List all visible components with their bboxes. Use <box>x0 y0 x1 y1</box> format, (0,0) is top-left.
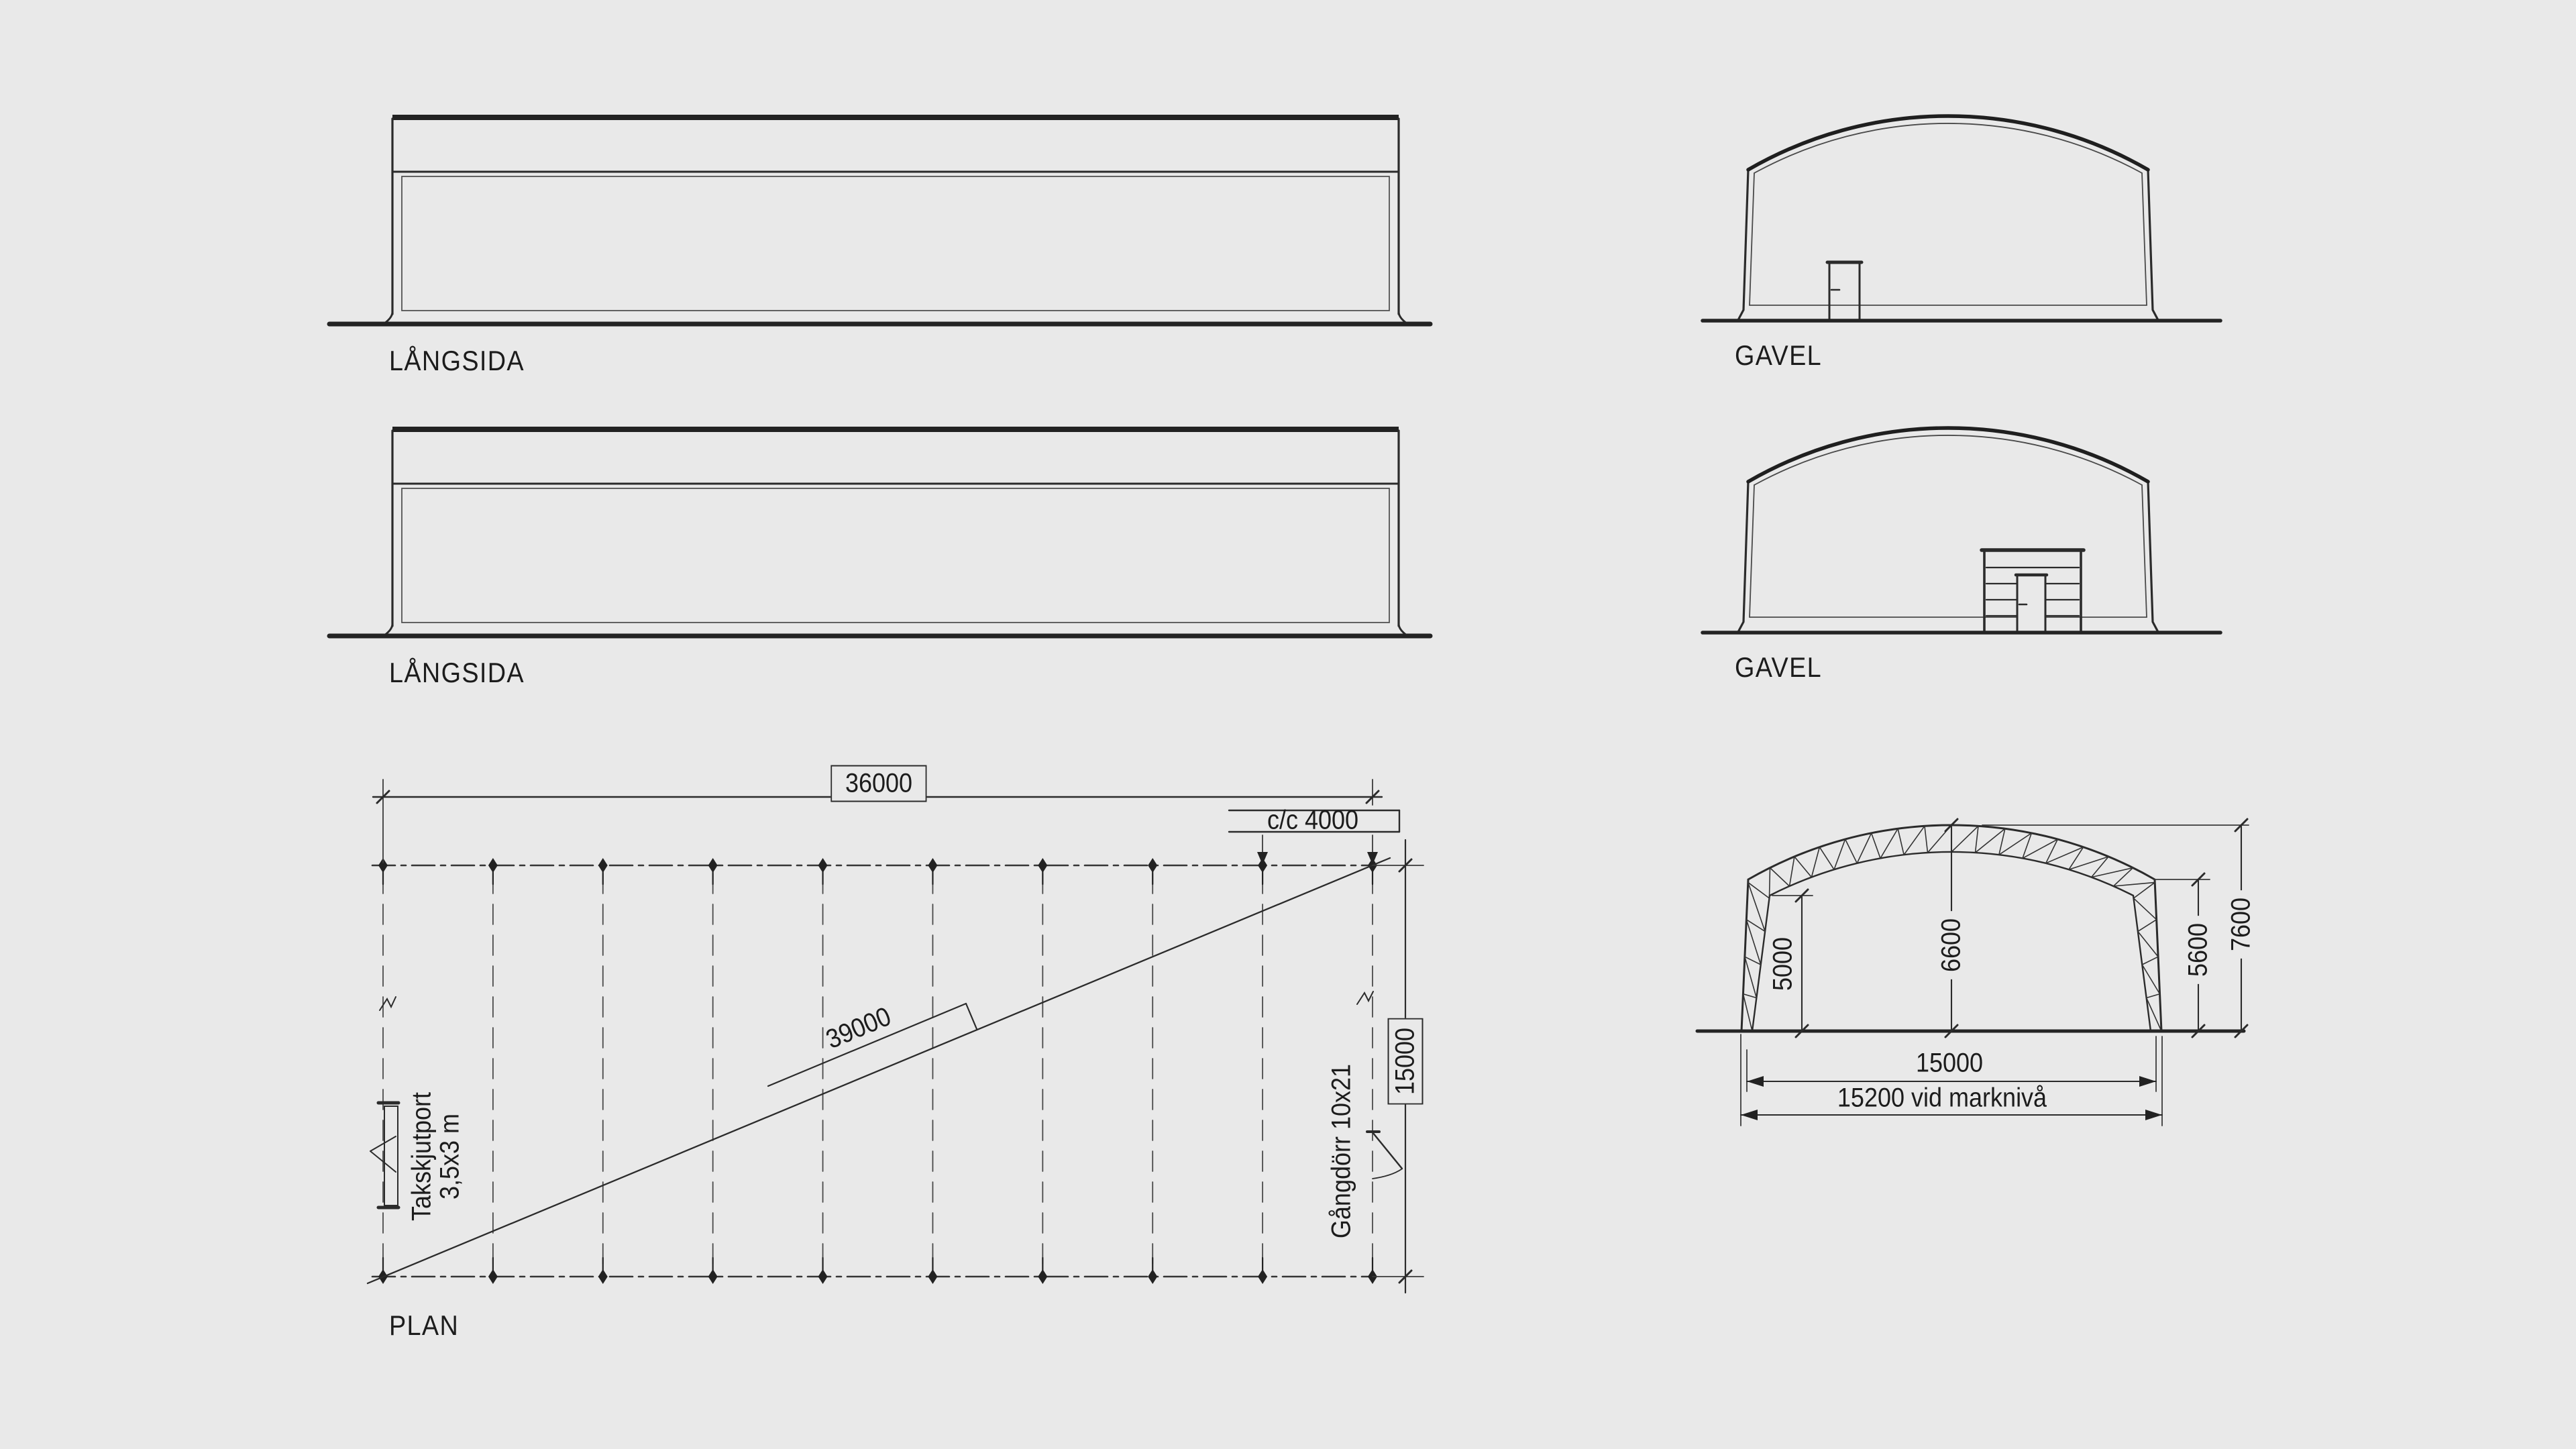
label-roof-door-2: 3,5x3 m <box>435 1113 465 1200</box>
truss-web-members-line <box>1999 833 2032 855</box>
wall-panel-frame <box>402 488 1389 623</box>
column-marker <box>818 858 828 873</box>
dim-arrow <box>1257 852 1268 865</box>
longside-elevation-top <box>329 115 1430 324</box>
truss-web-members-line <box>1770 868 1789 886</box>
truss-web-members-line <box>1746 920 1760 965</box>
column-marker <box>1038 858 1047 873</box>
truss-web-members-line <box>1872 833 1880 859</box>
dim-bay-spacing: c/c 4000 <box>1267 805 1359 835</box>
column-marker <box>818 1269 828 1284</box>
wall-break-mark-right <box>1357 991 1373 1004</box>
truss-web-members-line <box>2142 957 2158 965</box>
column-marker <box>928 1269 937 1284</box>
gable-elevation-top <box>1703 116 2220 321</box>
truss-web-members-line <box>1904 826 1925 855</box>
truss-web-members-line <box>1811 847 1819 877</box>
door-leaf <box>1373 1132 1402 1169</box>
dim-diagonal: 39000 <box>822 1001 896 1055</box>
right-wall-edge <box>2148 170 2158 320</box>
truss-web-members-line <box>2134 898 2157 920</box>
column-marker <box>1258 1269 1267 1284</box>
dim-section-5600: 5600 <box>2182 916 2215 984</box>
truss-web-members-line <box>1743 994 1756 998</box>
gable-elevation-middle <box>1703 428 2220 633</box>
truss-web-members-line <box>1857 833 1871 863</box>
roof-edge-band <box>392 427 1399 432</box>
left-wall-inner <box>1750 485 1754 617</box>
truss-web-members-line <box>2113 868 2133 886</box>
left-wall-inner <box>1750 173 1754 305</box>
truss-web-members-line <box>1834 839 1845 869</box>
dim-section-6600: 6600 <box>1935 911 1968 979</box>
view-label-gable-top: GAVEL <box>1735 339 1823 371</box>
dim-arrow <box>2145 1110 2162 1120</box>
label-roof-door-1: Takskjutport <box>407 1091 437 1222</box>
roof-arch-outer <box>1748 428 2148 482</box>
truss-web-members-line <box>1769 868 1770 898</box>
truss-web-members-line <box>1794 857 1812 877</box>
truss-web-members-line <box>1743 994 1752 1031</box>
dim-arrow <box>1747 1076 1764 1087</box>
walk-door <box>1827 262 1862 321</box>
view-label-longside-middle: LÅNGSIDA <box>389 657 525 688</box>
roof-arch-inner <box>1754 435 2142 485</box>
truss-web-members-line <box>2147 994 2160 998</box>
wall-panel-frame <box>402 176 1389 311</box>
dim-section-ground-width: 15200 vid marknivå <box>1837 1083 2047 1113</box>
dim-section-span: 15000 <box>1915 1048 1984 1078</box>
diagonal-dim-tick <box>966 1004 977 1029</box>
truss-web-members-line <box>1925 826 1928 853</box>
column-marker <box>598 1269 608 1284</box>
right-wall-inner <box>2142 485 2147 617</box>
dim-total-length: 36000 <box>830 765 926 802</box>
truss-web-members-line <box>1819 847 1834 869</box>
truss-web-members-line <box>1745 957 1756 998</box>
column-marker <box>1148 1269 1157 1284</box>
column-marker <box>488 858 498 873</box>
truss-web-members-line <box>1790 857 1794 886</box>
left-wall-edge <box>1738 170 1748 320</box>
wall-break-mark-left <box>380 997 396 1010</box>
door-leaf <box>384 1106 398 1205</box>
label-walk-door: Gångdörr 10x21 <box>1326 1063 1356 1239</box>
truss-web-members-line <box>2113 882 2155 886</box>
column-marker <box>708 858 718 873</box>
plan-view <box>368 780 1424 1293</box>
column-marker <box>598 858 608 873</box>
right-wall-edge <box>2148 482 2158 632</box>
truss-web-members-line <box>1748 882 1765 931</box>
truss-web-members-line <box>2134 882 2155 898</box>
longside-elevation-middle <box>329 427 1430 636</box>
dim-arrow <box>1367 852 1378 865</box>
truss-web-members-line <box>2138 920 2157 932</box>
view-label-gable-middle: GAVEL <box>1735 651 1823 683</box>
right-wall-inner <box>2142 173 2147 305</box>
column-marker <box>1038 1269 1047 1284</box>
dim-arrow <box>1741 1110 1758 1120</box>
roof-sliding-door-symbol <box>370 1103 398 1208</box>
truss-web-members-line <box>1845 839 1858 863</box>
view-label-plan: PLAN <box>389 1309 460 1341</box>
column-marker <box>928 858 937 873</box>
diagonal-brace-line <box>368 858 1390 1283</box>
walk-door-frame <box>1829 262 1860 321</box>
roof-edge-band <box>392 115 1399 120</box>
view-label-longside-top: LÅNGSIDA <box>389 345 525 376</box>
left-wall-edge <box>1738 482 1748 632</box>
roof-arch-outer <box>1748 116 2148 170</box>
roof-arch-inner <box>1754 123 2142 173</box>
column-marker <box>1148 858 1157 873</box>
column-marker <box>708 1269 718 1284</box>
dim-section-7600: 7600 <box>2225 890 2258 959</box>
sectional-door <box>1982 550 2084 633</box>
truss-web-members-line <box>1880 828 1898 858</box>
dim-ticks <box>1796 819 2247 1037</box>
dim-section-5000: 5000 <box>1768 936 1798 991</box>
column-marker <box>488 1269 498 1284</box>
truss-web-members-line <box>1975 826 1978 853</box>
truss-web-members-line <box>1898 828 1904 855</box>
dim-plan-width: 15000 <box>1388 1018 1424 1105</box>
door-swing-arc <box>1373 1169 1401 1179</box>
truss-web-members-line <box>1951 826 1978 852</box>
dim-arrow <box>2139 1076 2156 1087</box>
